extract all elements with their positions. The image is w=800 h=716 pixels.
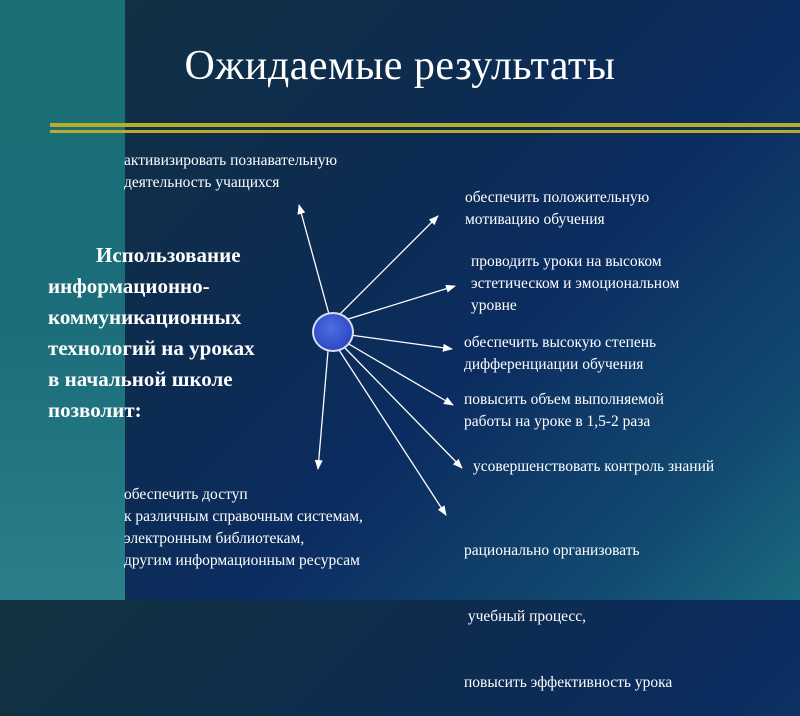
outcome-line: мотивацию обучения [465,211,605,228]
outcome-line: электронным библиотекам, [124,530,305,547]
central-line: позволит: [48,398,142,422]
outcome-line: к различным справочным системам, [124,508,363,525]
outcome-knowledge-control [473,456,714,478]
slide-title: Ожидаемые результаты [184,43,616,89]
arrow-o2 [338,216,438,316]
outcome-activate-cognitive [124,150,337,194]
outcome-line: усовершенствовать контроль знаний [473,458,715,475]
central-line: Использование [96,243,241,267]
arrow-o5 [347,343,453,405]
outcome-line: дифференциации обучения [464,356,644,373]
outcome-line: повысить объем выполняемой [464,391,664,408]
outcome-positive-motivation [465,187,649,231]
outcome-line: учебный процесс, [464,608,587,625]
outcome-line: деятельность учащихся [124,174,280,191]
arrow-o3 [345,286,455,320]
outcome-line: проводить уроки на высоком [471,253,662,270]
arrow-o4 [350,335,452,349]
outcome-workload-increase [464,389,664,433]
outcome-high-level-lessons [471,251,679,317]
outcome-organize-process [464,496,672,716]
outcome-line: активизировать познавательную [124,152,338,169]
central-line: технологий на уроках [48,336,255,360]
outcome-information-access [124,484,363,572]
central-line: коммуникационных [48,305,242,329]
outcome-line: уровне [471,297,517,314]
outcome-line: рационально организовать [464,542,640,559]
central-line: информационно- [48,274,210,298]
arrow-o8 [318,351,328,469]
central-line: в начальной школе [48,367,233,391]
outcome-line: работы на уроке в 1,5-2 раза [464,413,651,430]
outcome-line: эстетическом и эмоциональном [471,275,680,292]
outcome-line: повысить эффективность урока [464,674,673,691]
outcome-line: другим информационным ресурсам [124,552,360,569]
outcome-differentiation [464,332,656,376]
arrow-o1 [299,205,330,318]
outcome-line: обеспечить доступ [124,486,248,503]
outcome-line: обеспечить положительную [465,189,650,206]
center-node [312,312,354,352]
outcome-line: обеспечить высокую степень [464,334,657,351]
